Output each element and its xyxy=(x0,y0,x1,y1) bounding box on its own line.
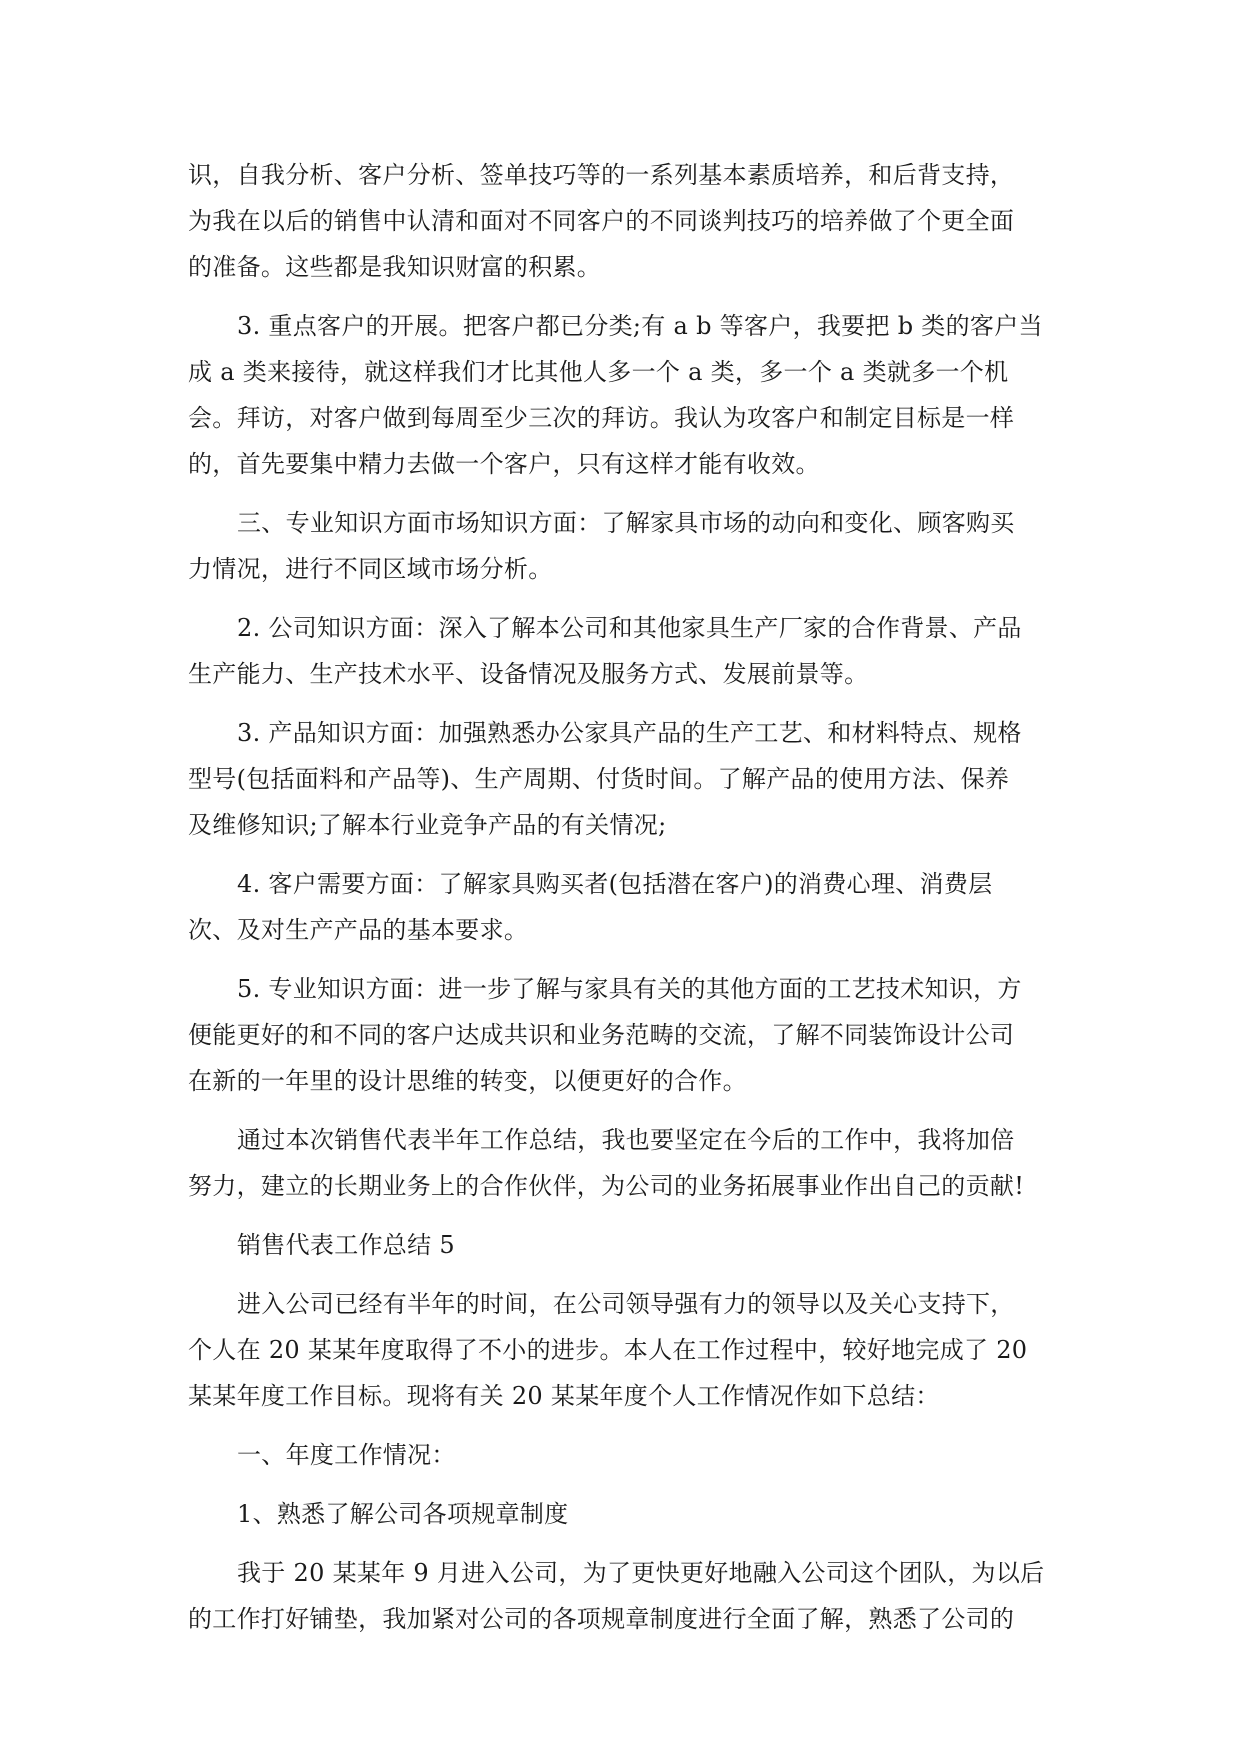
paragraph-start: 3. 重点客户的开展。把客户都已分类;有 a b 等客户，我要把 b 类的客户当 xyxy=(237,312,1043,340)
text-line: 为我在以后的销售中认清和面对不同客户的不同谈判技巧的培养做了个更全面 xyxy=(188,207,1015,235)
paragraph-start: 3. 产品知识方面：加强熟悉办公家具产品的生产工艺、和材料特点、规格 xyxy=(237,719,1022,747)
text-line: 会。拜访，对客户做到每周至少三次的拜访。我认为攻客户和制定目标是一样 xyxy=(188,404,1015,432)
text-line: 努力，建立的长期业务上的合作伙伴，为公司的业务拓展事业作出自己的贡献! xyxy=(188,1172,1025,1200)
text-line: 的，首先要集中精力去做一个客户，只有这样才能有收效。 xyxy=(188,450,820,478)
text-line: 型号(包括面料和产品等)、生产周期、付货时间。了解产品的使用方法、保养 xyxy=(188,765,1010,793)
document-body xyxy=(188,152,1048,1642)
text-line: 及维修知识;了解本行业竞争产品的有关情况; xyxy=(188,811,667,839)
paragraph-start: 2. 公司知识方面：深入了解本公司和其他家具生产厂家的合作背景、产品 xyxy=(237,614,1022,642)
paragraph-start: 进入公司已经有半年的时间，在公司领导强有力的领导以及关心支持下， xyxy=(237,1290,1015,1318)
text-line: 生产能力、生产技术水平、设备情况及服务方式、发展前景等。 xyxy=(188,660,869,688)
text-line: 的工作打好铺垫，我加紧对公司的各项规章制度进行全面了解，熟悉了公司的 xyxy=(188,1605,1015,1633)
subsection-heading: 一、年度工作情况： xyxy=(237,1441,456,1469)
section-heading: 销售代表工作总结 5 xyxy=(237,1231,455,1259)
text-line: 力情况，进行不同区域市场分析。 xyxy=(188,555,553,583)
text-line: 便能更好的和不同的客户达成共识和业务范畴的交流，了解不同装饰设计公司 xyxy=(188,1021,1015,1049)
subsection-heading: 1、熟悉了解公司各项规章制度 xyxy=(237,1500,569,1528)
paragraph-start: 三、专业知识方面市场知识方面：了解家具市场的动向和变化、顾客购买 xyxy=(237,509,1015,537)
text-line: 识，自我分析、客户分析、签单技巧等的一系列基本素质培养，和后背支持， xyxy=(188,161,1015,189)
paragraph-start: 4. 客户需要方面：了解家具购买者(包括潜在客户)的消费心理、消费层 xyxy=(237,870,993,898)
text-line: 次、及对生产产品的基本要求。 xyxy=(188,916,529,944)
paragraph-start: 5. 专业知识方面：进一步了解与家具有关的其他方面的工艺技术知识，方 xyxy=(237,975,1022,1003)
text-line: 个人在 20 某某年度取得了不小的进步。本人在工作过程中，较好地完成了 20 xyxy=(188,1336,1028,1364)
paragraph-start: 通过本次销售代表半年工作总结，我也要坚定在今后的工作中，我将加倍 xyxy=(237,1126,1015,1154)
text-line: 的准备。这些都是我知识财富的积累。 xyxy=(188,253,602,281)
paragraph-start: 我于 20 某某年 9 月进入公司，为了更快更好地融入公司这个团队，为以后 xyxy=(237,1559,1045,1587)
text-line: 在新的一年里的设计思维的转变，以便更好的合作。 xyxy=(188,1067,747,1095)
text-line: 某某年度工作目标。现将有关 20 某某年度个人工作情况作如下总结： xyxy=(188,1382,940,1410)
text-line: 成 a 类来接待，就这样我们才比其他人多一个 a 类，多一个 a 类就多一个机 xyxy=(188,358,1009,386)
